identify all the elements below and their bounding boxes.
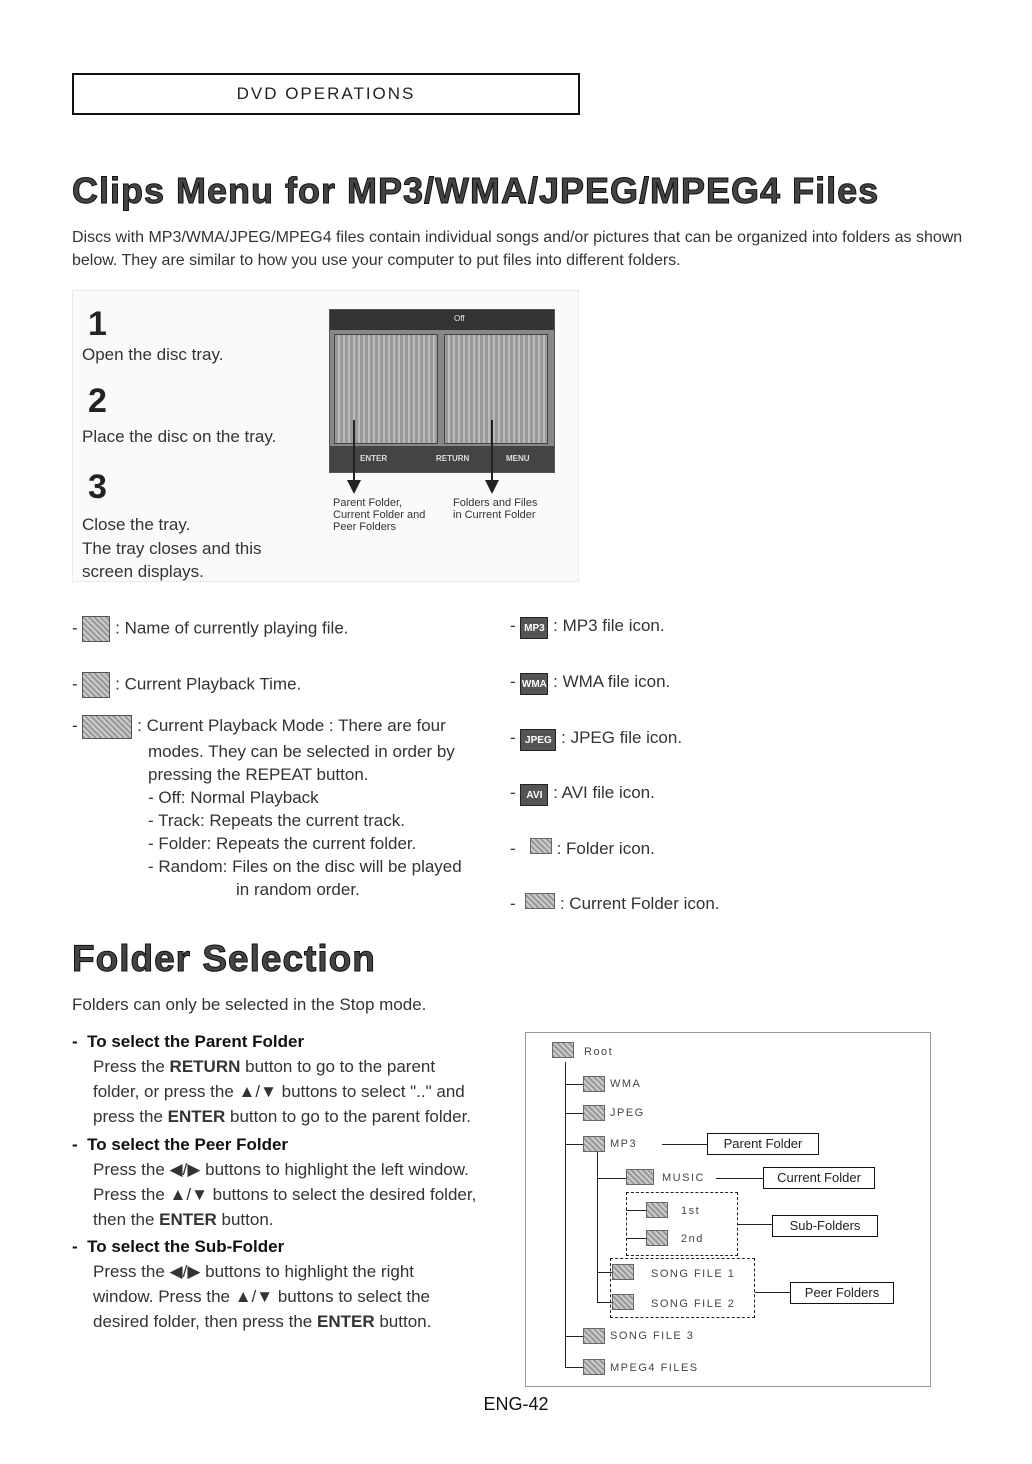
legend-mode-line-8: in random order.	[236, 880, 360, 899]
screen-right-pane	[444, 334, 548, 444]
jpeg-folder-icon	[583, 1105, 605, 1121]
song-file-2-icon	[612, 1294, 634, 1310]
tree-song2-label: SONG FILE 2	[651, 1298, 736, 1310]
tree-branch	[597, 1272, 612, 1273]
tree-wma-label: WMA	[610, 1078, 642, 1090]
legend-playback-time: - : Current Playback Time.	[72, 672, 301, 698]
file-name-icon	[82, 616, 110, 642]
tree-jpeg-label: JPEG	[610, 1107, 645, 1119]
parent-folder-text: Press the RETURN button to go to the parent folder, or press the ▲/▼ buttons to select ".." and press the ENTER button to go to the parent folder.	[93, 1057, 472, 1126]
tree-music-label: MUSIC	[662, 1172, 705, 1184]
tree-song1-label: SONG FILE 1	[651, 1268, 736, 1280]
page-title: Clips Menu for MP3/WMA/JPEG/MPEG4 Files	[72, 170, 880, 211]
section-header: DVD OPERATIONS	[236, 84, 416, 103]
legend-mode-line-2: modes. They can be selected in order by	[148, 742, 455, 761]
step-3-text: Close the tray.	[82, 515, 191, 534]
step-3-text-2: The tray closes and this	[82, 539, 262, 558]
legend-current-folder: - : Current Folder icon.	[510, 894, 720, 913]
sub-folder-text: Press the ◀/▶ buttons to highlight the right window. Press the ▲/▼ buttons to select the desired folder, then press the ENTER button.	[93, 1262, 432, 1331]
screen-return-label: RETURN	[436, 454, 470, 463]
song-file-3-icon	[583, 1328, 605, 1344]
legend-avi: - AVI : AVI file icon.	[510, 781, 655, 806]
folder-selection-title: Folder Selection	[72, 938, 376, 979]
folder-icon	[530, 838, 552, 854]
legend-wma: - WMA : WMA file icon.	[510, 670, 670, 695]
arrow-left-line	[353, 420, 355, 482]
music-current-folder-icon	[626, 1169, 654, 1185]
arrow-left-head	[347, 480, 361, 494]
current-folder-icon	[525, 893, 555, 909]
song-file-1-icon	[612, 1264, 634, 1280]
current-folder-callout: Current Folder	[763, 1167, 875, 1189]
arrow-right-line	[491, 420, 493, 482]
screen-display	[329, 309, 555, 473]
step-1-number: 1	[88, 305, 107, 343]
sub-folder-1st-icon	[646, 1202, 668, 1218]
parent-folder-callout: Parent Folder	[707, 1133, 819, 1155]
peer-folders-callout: Peer Folders	[790, 1282, 894, 1304]
wma-folder-icon	[583, 1076, 605, 1092]
screen-enter-label: ENTER	[360, 454, 388, 463]
root-folder-icon	[552, 1042, 574, 1058]
arrow-right-head	[485, 480, 499, 494]
legend-mode-line-3: pressing the REPEAT button.	[148, 765, 369, 784]
tree-branch	[565, 1367, 583, 1368]
step-3-text-3: screen displays.	[82, 562, 204, 581]
parent-callout-line	[662, 1144, 708, 1145]
tree-2nd-label: 2nd	[681, 1233, 704, 1245]
tree-branch	[597, 1178, 627, 1179]
mp3-folder-icon	[583, 1136, 605, 1152]
legend-playback-mode: - : Current Playback Mode : There are four	[72, 714, 446, 739]
wma-file-icon: WMA	[520, 673, 548, 695]
legend-mode-line-4: - Off: Normal Playback	[148, 788, 319, 807]
tree-root-label: Root	[584, 1046, 614, 1058]
step-2-text: Place the disc on the tray.	[82, 427, 277, 446]
legend-name-file: - : Name of currently playing file.	[72, 616, 349, 642]
step-3-number: 3	[88, 468, 107, 506]
step-2-number: 2	[88, 382, 107, 420]
tree-branch	[597, 1302, 612, 1303]
screen-top-bar	[330, 310, 554, 330]
current-callout-line	[716, 1178, 764, 1179]
tree-song3-label: SONG FILE 3	[610, 1330, 695, 1342]
tree-branch	[565, 1336, 583, 1337]
caption-left: Parent Folder, Current Folder and Peer Folders	[333, 497, 426, 533]
playback-time-icon	[82, 672, 110, 698]
page-number: ENG-42	[483, 1394, 549, 1414]
sub-folder-heading: - To select the Sub-Folder	[72, 1237, 285, 1256]
tree-branch	[565, 1113, 583, 1114]
sub-folder-2nd-icon	[646, 1230, 668, 1246]
tree-branch	[565, 1144, 583, 1145]
sub-folders-group	[626, 1192, 738, 1256]
screen-left-pane	[334, 334, 438, 444]
screen-mode-label: Off	[454, 314, 465, 323]
legend-folder: - : Folder icon.	[510, 839, 655, 858]
legend-jpeg: - JPEG : JPEG file icon.	[510, 726, 682, 751]
mpeg4-folder-icon	[583, 1359, 605, 1375]
sub-folders-callout: Sub-Folders	[772, 1215, 878, 1237]
jpeg-file-icon: JPEG	[520, 729, 556, 751]
caption-right: Folders and Files in Current Folder	[453, 497, 538, 521]
tree-sub-trunk-line	[597, 1152, 598, 1302]
legend-mode-line-7: - Random: Files on the disc will be played	[148, 857, 462, 876]
legend-mode-line-6: - Folder: Repeats the current folder.	[148, 834, 417, 853]
screen-bottom-bar	[330, 446, 554, 472]
sub-callout-line	[738, 1224, 772, 1225]
tree-1st-label: 1st	[681, 1205, 701, 1217]
mp3-file-icon: MP3	[520, 617, 548, 639]
step-1-text: Open the disc tray.	[82, 345, 224, 364]
tree-mp3-label: MP3	[610, 1138, 638, 1150]
peer-callout-line	[755, 1292, 790, 1293]
tree-trunk-line	[565, 1062, 566, 1368]
peer-folder-heading: - To select the Peer Folder	[72, 1135, 289, 1154]
avi-file-icon: AVI	[520, 784, 548, 806]
tree-branch	[626, 1238, 646, 1239]
legend-mp3: - MP3 : MP3 file icon.	[510, 614, 665, 639]
playback-mode-icon	[82, 715, 132, 739]
tree-mpeg4-label: MPEG4 FILES	[610, 1362, 699, 1374]
peer-folder-text: Press the ◀/▶ buttons to highlight the left window. Press the ▲/▼ buttons to select the desired folder, then the ENTER button.	[93, 1160, 477, 1229]
tree-branch	[626, 1210, 646, 1211]
screen-menu-label: MENU	[506, 454, 530, 463]
intro-text: Discs with MP3/WMA/JPEG/MPEG4 files contain individual songs and/or pictures that can be organized into folders as shown below. They are similar to how you use your computer to put files into different folders.	[72, 229, 963, 269]
tree-branch	[565, 1084, 583, 1085]
folder-selection-intro: Folders can only be selected in the Stop mode.	[72, 995, 427, 1014]
legend-mode-line-5: - Track: Repeats the current track.	[148, 811, 405, 830]
parent-folder-heading: - To select the Parent Folder	[72, 1032, 305, 1051]
